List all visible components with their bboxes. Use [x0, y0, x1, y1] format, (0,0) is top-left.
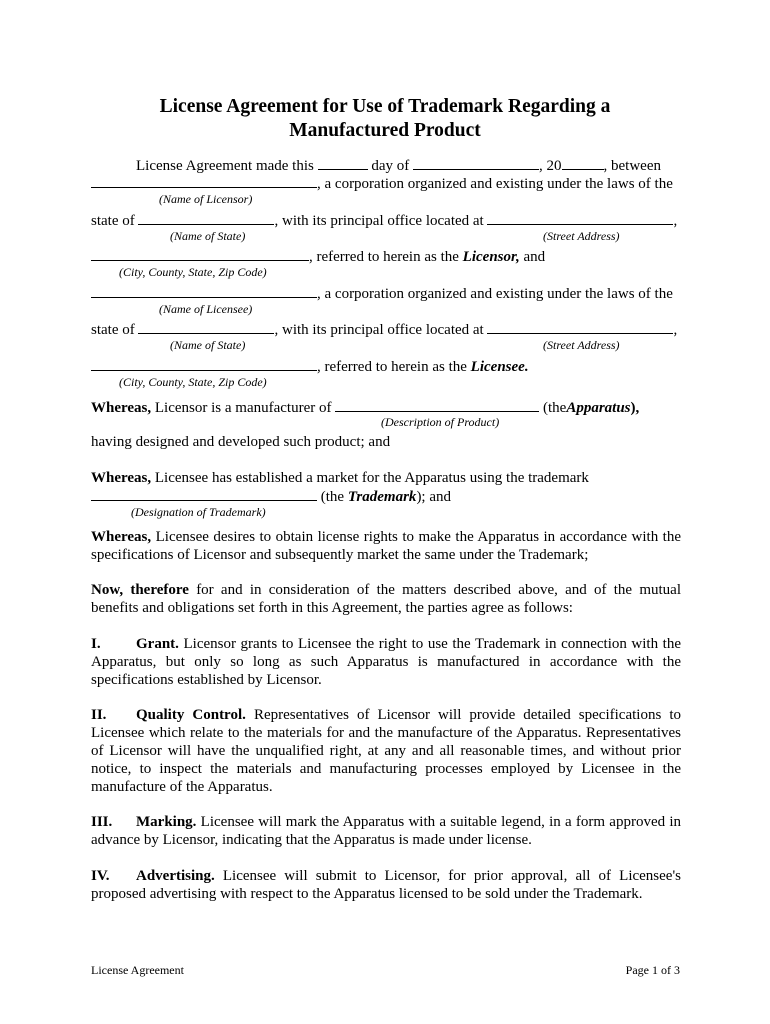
whereas-2-the: (the: [320, 489, 345, 505]
year-prefix: , 20: [539, 158, 562, 174]
section-number: I.: [91, 636, 101, 652]
whereas-2-lead: Whereas,: [91, 470, 152, 486]
whereas-1-line-2: having designed and developed such product; and: [91, 434, 391, 450]
section-advertising: [91, 867, 681, 903]
section-number: IV.: [91, 868, 110, 884]
licensor-city-blank[interactable]: [91, 247, 309, 261]
section-number: III.: [91, 814, 113, 830]
footer-left: License Agreement: [91, 963, 184, 977]
principal-office-text-2: , with its principal office located at: [274, 322, 484, 338]
principal-office-text: , with its principal office located at: [274, 213, 484, 229]
year-blank[interactable]: [562, 156, 604, 170]
licensor-street-blank[interactable]: [487, 211, 673, 225]
comma-text: ,: [673, 213, 678, 229]
section-text: Licensee will submit to Licensor, for prior approval, all of Licensee's proposed advertising with respect to the Apparatus licensed to be sold under the Trademark.: [91, 868, 681, 902]
section-marking: [91, 813, 681, 849]
caption-designation-of-trademark: (Designation of Trademark): [131, 505, 266, 519]
caption-description-of-product: (Description of Product): [381, 415, 500, 429]
day-of-text: day of: [371, 158, 410, 174]
whereas-3-paragraph: [91, 528, 681, 564]
caption-city-county: (City, County, State, Zip Code): [119, 265, 267, 279]
section-grant: [91, 635, 681, 689]
title-line-2: Manufactured Product: [289, 120, 481, 141]
licensor-state-line: [91, 211, 681, 230]
caption-name-of-state-2: (Name of State): [170, 338, 246, 352]
trademark-term: Trademark: [347, 489, 417, 505]
licensee-term: Licensee.: [470, 359, 529, 375]
between-text: , between: [603, 158, 661, 174]
licensee-state-blank[interactable]: [138, 320, 274, 334]
referred-licensee-prefix: , referred to herein as the: [317, 359, 467, 375]
whereas-3-lead: Whereas,: [91, 529, 152, 545]
now-therefore-paragraph: [91, 581, 681, 617]
month-blank[interactable]: [413, 156, 539, 170]
state-of-text: state of: [91, 213, 135, 229]
whereas-2-text: Licensee has established a market for the Apparatus using the trademark: [154, 470, 589, 486]
whereas-2-close: ); and: [416, 489, 452, 505]
now-therefore-lead: Now, therefore: [91, 582, 189, 598]
section-text: Licensor grants to Licensee the right to use the Trademark in connection with the Apparatus, but only so long as such Apparatus is manufactured in accordance with the specifications established by Licensor.: [91, 636, 681, 688]
referred-licensor-prefix: , referred to herein as the: [309, 249, 459, 265]
licensor-state-blank[interactable]: [138, 211, 274, 225]
preamble-line-1: [91, 156, 681, 175]
now-therefore-text: for and in consideration of the matters described above, and of the mutual benefits and obligations set forth in this Agreement, the parties agree as follows:: [91, 582, 681, 616]
made-this-text: License Agreement made this: [136, 158, 314, 174]
product-description-blank[interactable]: [335, 398, 539, 412]
whereas-2-line: [91, 469, 681, 487]
licensor-name-blank[interactable]: [91, 174, 317, 188]
document-title: [90, 95, 680, 143]
section-text: Representatives of Licensor will provide detailed specifications to Licensee which relate to the materials for and the manufacture of the Apparatus. Representatives of Licensor will have the unqualified right, at any and all reasonable times, and without prior notice, to inspect the materials and manufacturing processes employed by Licensee in the manufacture of the Apparatus.: [91, 707, 681, 795]
licensee-name-blank[interactable]: [91, 284, 317, 298]
licensor-corp-clause: , a corporation organized and existing under the laws of the: [317, 176, 673, 192]
section-number: II.: [91, 707, 107, 723]
section-heading: Advertising.: [136, 868, 215, 884]
section-heading: Marking.: [136, 814, 197, 830]
caption-street-address-2: (Street Address): [543, 338, 620, 352]
section-heading: Quality Control.: [136, 707, 246, 723]
caption-city-county-2: (City, County, State, Zip Code): [119, 375, 267, 389]
licensor-city-line: [91, 247, 681, 266]
title-line-1: License Agreement for Use of Trademark Regarding a: [159, 96, 611, 117]
day-blank[interactable]: [318, 156, 368, 170]
whereas-1-lead: Whereas,: [91, 400, 152, 416]
licensee-street-blank[interactable]: [487, 320, 673, 334]
licensee-name-line: [91, 284, 681, 303]
licensee-corp-clause: , a corporation organized and existing under the laws of the: [317, 286, 673, 302]
trademark-line: [91, 487, 681, 506]
licensee-state-line: [91, 320, 681, 339]
licensee-city-line: [91, 357, 681, 376]
section-heading: Grant.: [136, 636, 179, 652]
whereas-1-text: Licensor is a manufacturer of: [154, 400, 332, 416]
caption-name-of-state: (Name of State): [170, 229, 246, 243]
whereas-1-close: ),: [630, 400, 640, 416]
section-quality-control: [91, 706, 681, 796]
licensor-term: Licensor,: [462, 249, 520, 265]
apparatus-term: Apparatus: [566, 400, 631, 416]
state-of-text-2: state of: [91, 322, 135, 338]
section-text: Licensee will mark the Apparatus with a suitable legend, in a form approved in advance by Licensor, indicating that the Apparatus is made under license.: [91, 814, 682, 848]
licensee-city-blank[interactable]: [91, 357, 317, 371]
caption-street-address: (Street Address): [543, 229, 620, 243]
caption-name-of-licensee: (Name of Licensee): [159, 302, 253, 316]
comma-text-2: ,: [673, 322, 678, 338]
whereas-3-text: Licensee desires to obtain license rights to make the Apparatus in accordance with the specifications of Licensor and subsequently market the same under the Trademark;: [91, 529, 681, 563]
footer-page-number: Page 1 of 3: [625, 963, 680, 977]
licensor-name-line: [91, 174, 681, 193]
and-text: and: [523, 249, 546, 265]
trademark-blank[interactable]: [91, 487, 317, 501]
whereas-1-the: (the: [542, 400, 567, 416]
caption-name-of-licensor: (Name of Licensor): [159, 192, 253, 206]
